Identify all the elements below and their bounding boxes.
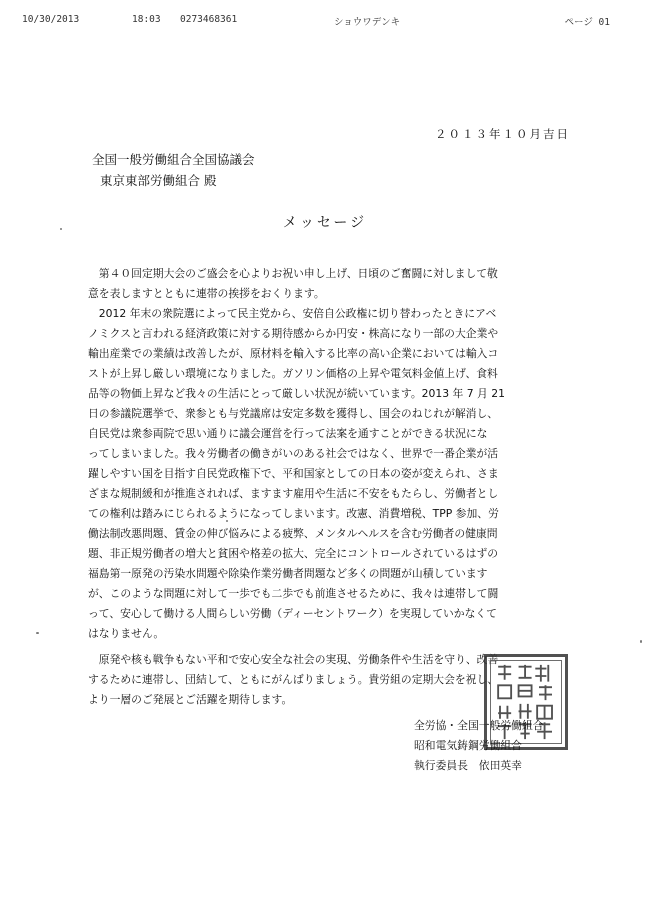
- body-line: ストが上昇し厳しい環境になりました。ガソリン価格の上昇や電気料金値上げ、食料: [88, 367, 498, 380]
- body-line: 品等の物価上昇など我々の生活にとって厳しい状況が続いています。2013 年 7 月 21: [88, 387, 506, 400]
- body-line: 日の参議院選挙で、衆参とも与党議席は安定多数を獲得し、国会のねじれが解消し、: [88, 407, 499, 420]
- signature-title: 執行委員長 依田英幸: [414, 759, 522, 772]
- letter-title: メッセージ: [282, 215, 368, 231]
- fax-sender: ショウワデンキ: [334, 17, 401, 28]
- body-line: より一層のご発展とご活躍を期待します。: [88, 693, 293, 706]
- signature-org-1: 全労協・全国一般労働組合: [414, 719, 544, 732]
- body-line: 原発や核も戦争もない平和で安心安全な社会の実現、労働条件や生活を守り、改善: [88, 653, 499, 666]
- signature-block: [414, 716, 614, 776]
- signature-org-2: 昭和電気鋳鋼労働組合: [414, 739, 522, 752]
- body-line: 輸出産業での業績は改善したが、原材料を輸入する比率の高い企業においては輸入コ: [88, 347, 499, 360]
- body-line: 第４０回定期大会のご盛会を心よりお祝い申し上げ、日頃のご奮闘に対しまして敬: [88, 267, 498, 280]
- body-line: ノミクスと言われる経済政策に対する期待感からか円安・株高になり一部の大企業や: [88, 327, 499, 340]
- letter-body: [88, 264, 570, 710]
- body-line: 働法制改悪問題、賃金の伸び悩みによる疲弊、メンタルヘルスを含む労働者の健康問: [88, 527, 498, 540]
- body-line: 躍しやすい国を目指す自民党政権下で、平和国家としての日本の姿が変えられ、さま: [88, 467, 499, 480]
- body-line: はなりません。: [88, 627, 165, 640]
- body-line: 自民党は衆参両院で思い通りに議会運営を行って法案を通すことができる状況にな: [88, 427, 488, 440]
- body-line: 意を表しますとともに連帯の挨拶をおくります。: [88, 287, 325, 300]
- fax-time: 18:03: [132, 14, 161, 25]
- fax-page-number: ページ 01: [564, 17, 610, 28]
- fax-number: 0273468361: [180, 14, 238, 25]
- body-line: ての権利は踏みにじられるようになってしまいます。改憲、消費増税、TPP 参加、労: [88, 507, 499, 520]
- letter-date: ２０１３年１０月吉日: [435, 127, 570, 141]
- body-line: ざまな規制緩和が推進されれば、ますます雇用や生活に不安をもたらし、労働者とし: [88, 487, 499, 500]
- body-line: 題、非正規労働者の増大と貧困や格差の拡大、完全にコントロールされているはずの: [88, 547, 499, 560]
- fax-date: 10/30/2013: [22, 14, 80, 25]
- body-line: って、安心して働ける人間らしい労働（ディーセントワーク）を実現していかなくて: [88, 607, 497, 620]
- body-line: するために連帯し、団結して、ともにがんばりましょう。貴労組の定期大会を祝し、: [88, 673, 499, 686]
- body-line: ってしまいました。我々労働者の働きがいのある社会ではなく、世界で一番企業が活: [88, 447, 499, 460]
- fax-header: [22, 14, 636, 30]
- addressee-line-1: 全国一般労働組合全国協議会: [92, 152, 255, 167]
- body-line: が、このような問題に対して一歩でも二歩でも前進させるために、我々は連帯して闘: [88, 587, 499, 600]
- body-line: 2012 年末の衆院選によって民主党から、安倍自公政権に切り替わったときにアベ: [88, 307, 497, 320]
- addressee-line-2: 東京東部労働組合 殿: [100, 173, 217, 188]
- body-line: 福島第一原発の汚染水問題や除染作業労働者問題など多くの問題が山積しています: [88, 567, 488, 580]
